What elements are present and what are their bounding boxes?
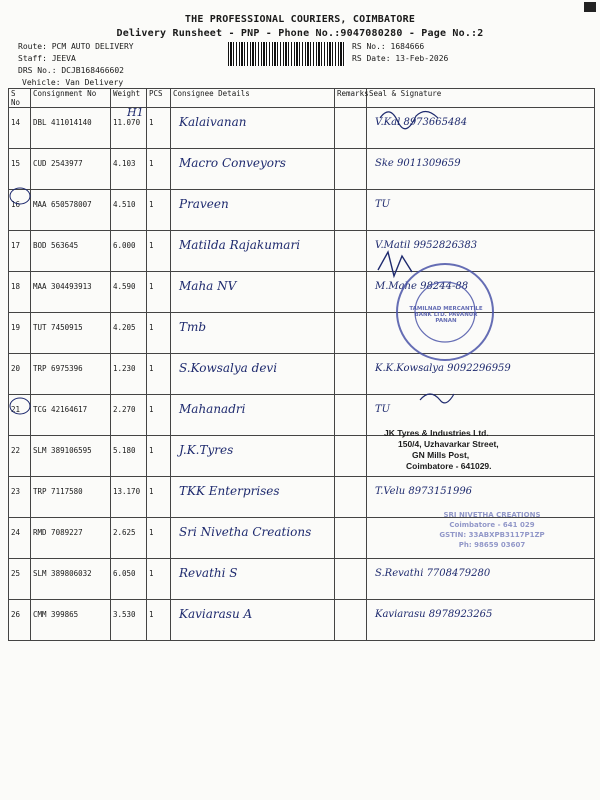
weight-value: 11.070 [113,118,141,127]
pieces-count: 1 [149,282,154,291]
remarks-cell-cell [335,313,367,354]
pieces-count-cell [147,190,171,231]
seal-signature-cell [367,559,595,600]
pieces-count: 1 [149,487,154,496]
nivetha-stamp-address: Coimbatore - 641 029 [449,521,535,529]
row-serial-number-cell [9,354,31,395]
consignment-number: CMM 399865 [33,610,79,619]
pieces-count-cell [147,231,171,272]
seal-signature-cell [367,231,595,272]
pieces-count-cell [147,600,171,641]
weight-value-cell [111,231,147,272]
col-header: Consignment No [31,89,111,108]
consignee-details: Kalaivanan [179,115,247,129]
seal-signature: TU [375,404,391,415]
row-serial-number: 14 [11,118,21,127]
table-header-row [9,89,595,108]
jk-stamp-name: JK Tyres & Industries Ltd. [384,428,489,438]
weight-value-cell [111,190,147,231]
pieces-count-cell [147,108,171,149]
seal-signature: M.Mahe 98244-88 [375,281,469,292]
seal-signature: T.Velu 8973151996 [375,486,473,497]
consignment-number-cell [31,395,111,436]
consignee-details-cell [171,149,335,190]
drs-label: DRS No.: DCJB168466602 [18,66,124,75]
consignment-number-cell [31,436,111,477]
consignee-details-cell [171,518,335,559]
staff-label: Staff: JEEVA [18,54,76,63]
pieces-count-cell [147,559,171,600]
seal-signature-cell [367,354,595,395]
consignee-details-cell [171,600,335,641]
pieces-count-cell [147,313,171,354]
table-row [9,149,595,190]
consignee-details: Revathi S [179,566,238,580]
pieces-count: 1 [149,405,154,414]
consignment-number-cell [31,108,111,149]
rs-number: RS No.: 1684666 [352,42,425,51]
route-label: Route: PCM AUTO DELIVERY [18,42,134,51]
consignment-number: MAA 650578007 [33,200,92,209]
table-row [9,272,595,313]
weight-value: 4.205 [113,323,136,332]
consignee-details-cell [171,231,335,272]
consignment-number-cell [31,231,111,272]
weight-value: 4.590 [113,282,136,291]
pieces-count: 1 [149,364,154,373]
consignment-number: SLM 389106595 [33,446,92,455]
bank-seal-text: TAMILNAD MERCANTILE BANK LTD. PAVANUR PANAN [409,306,483,324]
table-row [9,313,595,354]
consignee-details: Tmb [179,320,207,334]
weight-value-cell [111,518,147,559]
remarks-cell-cell [335,354,367,395]
consignee-details: Kaviarasu A [179,607,253,621]
consignment-number-cell [31,149,111,190]
nivetha-stamp-phone: Ph: 98659 03607 [458,541,526,549]
rs-date: RS Date: 13-Feb-2026 [352,54,449,63]
weight-value: 2.270 [113,405,136,414]
row-serial-number-cell [9,313,31,354]
row-serial-number-cell [9,395,31,436]
consignee-details-cell [171,313,335,354]
weight-value: 13.170 [113,487,141,496]
row-serial-number-cell [9,272,31,313]
row-serial-number: 19 [11,323,21,332]
consignment-number-cell [31,518,111,559]
weight-value: 5.180 [113,446,136,455]
consignee-details: J.K.Tyres [179,443,234,457]
remarks-cell-cell [335,518,367,559]
weight-value-cell [111,395,147,436]
remarks-cell-cell [335,395,367,436]
weight-value: 2.625 [113,528,136,537]
consignee-details: Maha NV [179,279,237,293]
seal-signature: Ske 9011309659 [375,158,461,169]
consignee-details: Praveen [179,197,229,211]
remarks-cell-cell [335,272,367,313]
consignee-details: Matilda Rajakumari [179,238,301,252]
seal-signature-cell [367,108,595,149]
col-header: Remarks [335,89,367,108]
jk-stamp-address-3: Coimbatore - 641029. [406,461,492,471]
runsheet-subtitle: Delivery Runsheet - PNP - Phone No.:9047080280 - Page No.:2 [116,28,484,39]
jk-tyres-stamp [384,428,554,472]
row-serial-number-cell [9,190,31,231]
pieces-count-cell [147,477,171,518]
consignee-details-cell [171,559,335,600]
jk-stamp-address-1: 150/4, Uzhavarkar Street, [398,439,499,449]
weight-value: 4.510 [113,200,136,209]
seal-signature: K.K.Kowsalya 9092296959 [375,363,511,374]
row-serial-number-cell [9,231,31,272]
row-serial-number: 16 [11,200,21,209]
col-header: S No [9,89,31,108]
weight-value-cell [111,436,147,477]
remarks-cell-cell [335,190,367,231]
remarks-cell-cell [335,600,367,641]
row-serial-number-cell [9,108,31,149]
consignment-number: TUT 7450915 [33,323,83,332]
pieces-count: 1 [149,200,154,209]
nivetha-stamp [412,510,572,550]
runsheet-table [8,88,595,641]
row-serial-number: 26 [11,610,21,619]
seal-signature-cell [367,190,595,231]
consignee-details-cell [171,477,335,518]
seal-signature: V.Kal 8973665484 [375,117,468,128]
remarks-cell-cell [335,436,367,477]
weight-value-cell [111,313,147,354]
weight-value: 3.530 [113,610,136,619]
col-header: PCS [147,89,171,108]
weight-value-cell [111,272,147,313]
vehicle-label: Vehicle: Van Delivery [22,78,124,87]
consignee-details: Sri Nivetha Creations [179,525,312,539]
pieces-count-cell [147,354,171,395]
corner-mark [584,2,596,12]
pieces-count: 1 [149,118,154,127]
col-header: Weight [111,89,147,108]
weight-value-cell [111,149,147,190]
pieces-count: 1 [149,159,154,168]
consignment-number-cell [31,600,111,641]
remarks-cell-cell [335,477,367,518]
row-serial-number: 15 [11,159,21,168]
table-row [9,231,595,272]
row-serial-number-cell [9,149,31,190]
weight-value-cell [111,600,147,641]
consignee-details: Macro Conveyors [179,156,286,170]
consignee-details-cell [171,272,335,313]
consignment-number: TRP 7117580 [33,487,83,496]
consignment-number: SLM 389806032 [33,569,92,578]
pieces-count-cell [147,436,171,477]
col-header: Seal & Signature [367,89,595,108]
table-row [9,190,595,231]
pieces-count: 1 [149,528,154,537]
remarks-cell-cell [335,108,367,149]
seal-signature: TU [375,199,391,210]
consignment-number-cell [31,477,111,518]
consignment-number-cell [31,272,111,313]
weight-value: 1.230 [113,364,136,373]
pieces-count-cell [147,518,171,559]
pieces-count-cell [147,272,171,313]
nivetha-stamp-name: SRI NIVETHA CREATIONS [443,511,541,519]
col-header: Consignee Details [171,89,335,108]
row-serial-number-cell [9,600,31,641]
consignment-number: DBL 411014140 [33,118,92,127]
row-serial-number: 17 [11,241,21,250]
weight-value: 4.103 [113,159,136,168]
row-serial-number: 20 [11,364,21,373]
consignee-details: S.Kowsalya devi [179,361,278,375]
pieces-count: 1 [149,323,154,332]
seal-signature: S.Revathi 7708479280 [375,568,491,579]
weight-value: 6.050 [113,569,136,578]
pieces-count: 1 [149,569,154,578]
remarks-cell-cell [335,559,367,600]
row-serial-number: 18 [11,282,21,291]
consignment-number: MAA 304493913 [33,282,92,291]
consignee-details: Mahanadri [179,402,246,416]
row-serial-number-cell [9,559,31,600]
table-row [9,108,595,149]
table-row [9,354,595,395]
weight-value: 6.000 [113,241,136,250]
row-serial-number: 21 [11,405,21,414]
consignment-number-cell [31,354,111,395]
barcode [228,42,346,66]
consignment-number: TRP 6975396 [33,364,83,373]
weight-value-cell [111,477,147,518]
table-row [9,600,595,641]
consignee-note: H1 [127,106,144,119]
consignment-number: RMD 7089227 [33,528,83,537]
consignee-details-cell [171,395,335,436]
pieces-count: 1 [149,446,154,455]
weight-value-cell [111,559,147,600]
seal-signature-cell [367,600,595,641]
nivetha-stamp-gstin: GSTIN: 33ABXPB3117P1ZP [439,531,545,539]
row-serial-number-cell [9,518,31,559]
row-serial-number-cell [9,477,31,518]
company-title: THE PROFESSIONAL COURIERS, COIMBATORE [184,14,416,25]
row-serial-number: 23 [11,487,21,496]
remarks-cell-cell [335,149,367,190]
row-serial-number-cell [9,436,31,477]
pieces-count-cell [147,395,171,436]
jk-stamp-address-2: GN Mills Post, [412,450,470,460]
row-serial-number: 24 [11,528,21,537]
consignee-details-cell [171,354,335,395]
seal-signature-cell [367,149,595,190]
pieces-count-cell [147,149,171,190]
seal-signature: V.Matil 9952826383 [375,240,478,251]
remarks-cell-cell [335,231,367,272]
pieces-count: 1 [149,241,154,250]
weight-value-cell [111,354,147,395]
consignment-number: CUD 2543977 [33,159,83,168]
consignment-number-cell [31,190,111,231]
consignee-details-cell [171,436,335,477]
consignee-details: TKK Enterprises [179,484,280,498]
row-serial-number: 25 [11,569,21,578]
consignment-number-cell [31,559,111,600]
consignment-number: BOD 563645 [33,241,79,250]
table-row [9,559,595,600]
consignee-details-cell [171,190,335,231]
seal-signature: Kaviarasu 8978923265 [375,609,493,620]
row-serial-number: 22 [11,446,21,455]
consignment-number: TCG 42164617 [33,405,88,414]
pieces-count: 1 [149,610,154,619]
consignment-number-cell [31,313,111,354]
